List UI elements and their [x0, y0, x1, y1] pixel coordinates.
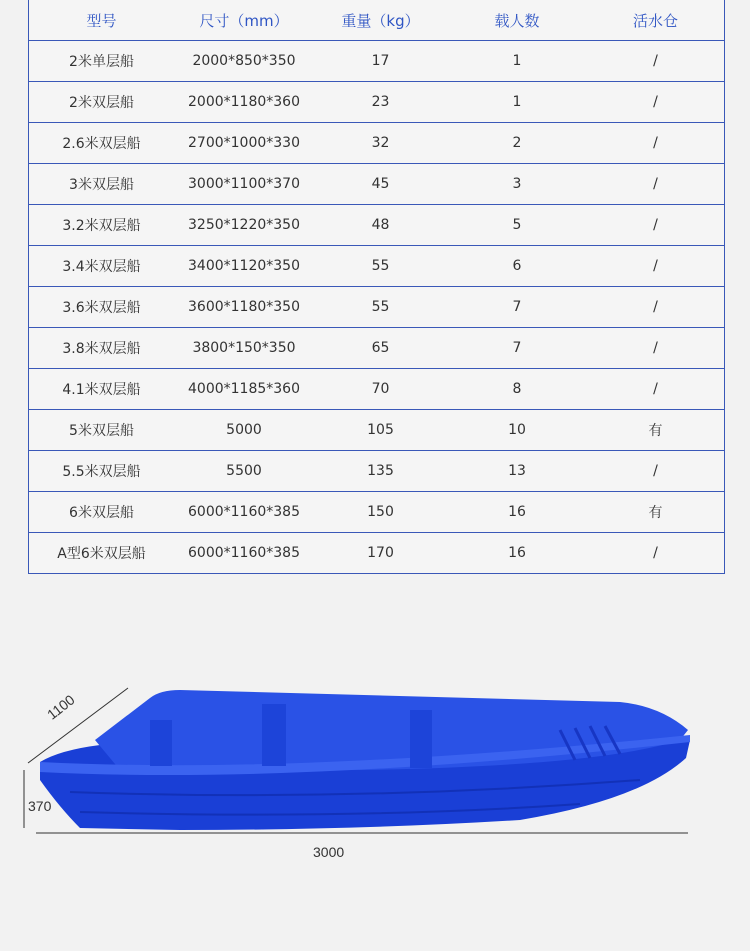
table-row — [29, 287, 724, 328]
cell-model: 2米单层船 — [29, 41, 174, 82]
cell-model: 3.8米双层船 — [29, 328, 174, 369]
cell-weight: 32 — [314, 123, 447, 164]
cell-livewell: 有 — [587, 492, 724, 533]
cell-capacity: 16 — [447, 492, 587, 533]
cell-capacity: 1 — [447, 82, 587, 123]
boat-seat-2 — [410, 710, 432, 768]
cell-livewell: / — [587, 451, 724, 492]
cell-model: 3米双层船 — [29, 164, 174, 205]
cell-model: 3.6米双层船 — [29, 287, 174, 328]
cell-size: 2000*1180*360 — [174, 82, 314, 123]
header-size: 尺寸（mm） — [174, 0, 314, 41]
cell-weight: 55 — [314, 287, 447, 328]
cell-livewell: / — [587, 328, 724, 369]
cell-livewell: 有 — [587, 410, 724, 451]
table-row — [29, 451, 724, 492]
cell-weight: 17 — [314, 41, 447, 82]
cell-livewell: / — [587, 41, 724, 82]
cell-livewell: / — [587, 123, 724, 164]
table-row — [29, 205, 724, 246]
cell-model: 5米双层船 — [29, 410, 174, 451]
table-row — [29, 123, 724, 164]
cell-size: 3800*150*350 — [174, 328, 314, 369]
header-model: 型号 — [29, 0, 174, 41]
cell-size: 4000*1185*360 — [174, 369, 314, 410]
cell-capacity: 7 — [447, 328, 587, 369]
cell-weight: 45 — [314, 164, 447, 205]
height-dimension-label: 370 — [28, 798, 52, 814]
cell-size: 6000*1160*385 — [188, 545, 300, 561]
cell-model: 5.5米双层船 — [29, 451, 174, 492]
table-row — [29, 492, 724, 533]
cell-size: 2700*1000*330 — [174, 123, 314, 164]
table-row — [29, 164, 724, 205]
cell-model: 4.1米双层船 — [29, 369, 174, 410]
cell-capacity: 16 — [508, 545, 526, 561]
boat-seat-1 — [262, 704, 286, 766]
table-row — [29, 246, 724, 287]
cell-weight: 23 — [314, 82, 447, 123]
header-livewell: 活水仓 — [587, 0, 724, 41]
cell-weight: 70 — [314, 369, 447, 410]
table-row — [29, 41, 724, 82]
cell-capacity: 5 — [447, 205, 587, 246]
cell-weight: 48 — [314, 205, 447, 246]
cell-weight: 55 — [314, 246, 447, 287]
width-dimension-label: 1100 — [44, 691, 78, 723]
cell-model: 2米双层船 — [29, 82, 174, 123]
cell-weight: 105 — [314, 410, 447, 451]
cell-size: 5500 — [174, 451, 314, 492]
cell-livewell: / — [587, 164, 724, 205]
cell-weight: 150 — [314, 492, 447, 533]
cell-livewell: / — [587, 82, 724, 123]
cell-weight: 65 — [314, 328, 447, 369]
length-dimension-label: 3000 — [313, 844, 345, 860]
cell-model: 6米双层船 — [29, 492, 174, 533]
cell-livewell: / — [587, 205, 724, 246]
cell-model: 2.6米双层船 — [29, 123, 174, 164]
table-row — [29, 328, 724, 369]
header-weight: 重量（kg） — [314, 0, 447, 41]
cell-capacity: 13 — [447, 451, 587, 492]
cell-size: 6000*1160*385 — [174, 492, 314, 533]
cell-size: 5000 — [174, 410, 314, 451]
cell-livewell: / — [587, 246, 724, 287]
table-row — [29, 533, 724, 574]
boat-seat-3 — [150, 720, 172, 766]
table-header-row — [29, 0, 724, 41]
cell-capacity: 6 — [447, 246, 587, 287]
cell-capacity: 3 — [447, 164, 587, 205]
cell-model: 3.2米双层船 — [29, 205, 174, 246]
boat-spec-table — [29, 0, 724, 573]
cell-livewell: / — [653, 545, 658, 561]
cell-capacity: 8 — [447, 369, 587, 410]
table-row — [29, 82, 724, 123]
table-row — [29, 369, 724, 410]
cell-livewell: / — [587, 369, 724, 410]
cell-weight: 135 — [314, 451, 447, 492]
cell-capacity: 10 — [447, 410, 587, 451]
cell-model: A型6米双层船 — [57, 546, 146, 562]
table-row — [29, 410, 724, 451]
cell-size: 2000*850*350 — [174, 41, 314, 82]
cell-capacity: 1 — [447, 41, 587, 82]
cell-size: 3600*1180*350 — [174, 287, 314, 328]
cell-weight: 170 — [367, 545, 394, 561]
cell-size: 3250*1220*350 — [174, 205, 314, 246]
cell-capacity: 7 — [447, 287, 587, 328]
boat-spec-table-container — [28, 0, 725, 574]
cell-size: 3400*1120*350 — [174, 246, 314, 287]
header-capacity: 载人数 — [447, 0, 587, 41]
cell-size: 3000*1100*370 — [174, 164, 314, 205]
cell-model: 3.4米双层船 — [29, 246, 174, 287]
boat-illustration — [0, 580, 750, 947]
cell-livewell: / — [587, 287, 724, 328]
cell-capacity: 2 — [447, 123, 587, 164]
boat-diagram — [0, 580, 750, 947]
